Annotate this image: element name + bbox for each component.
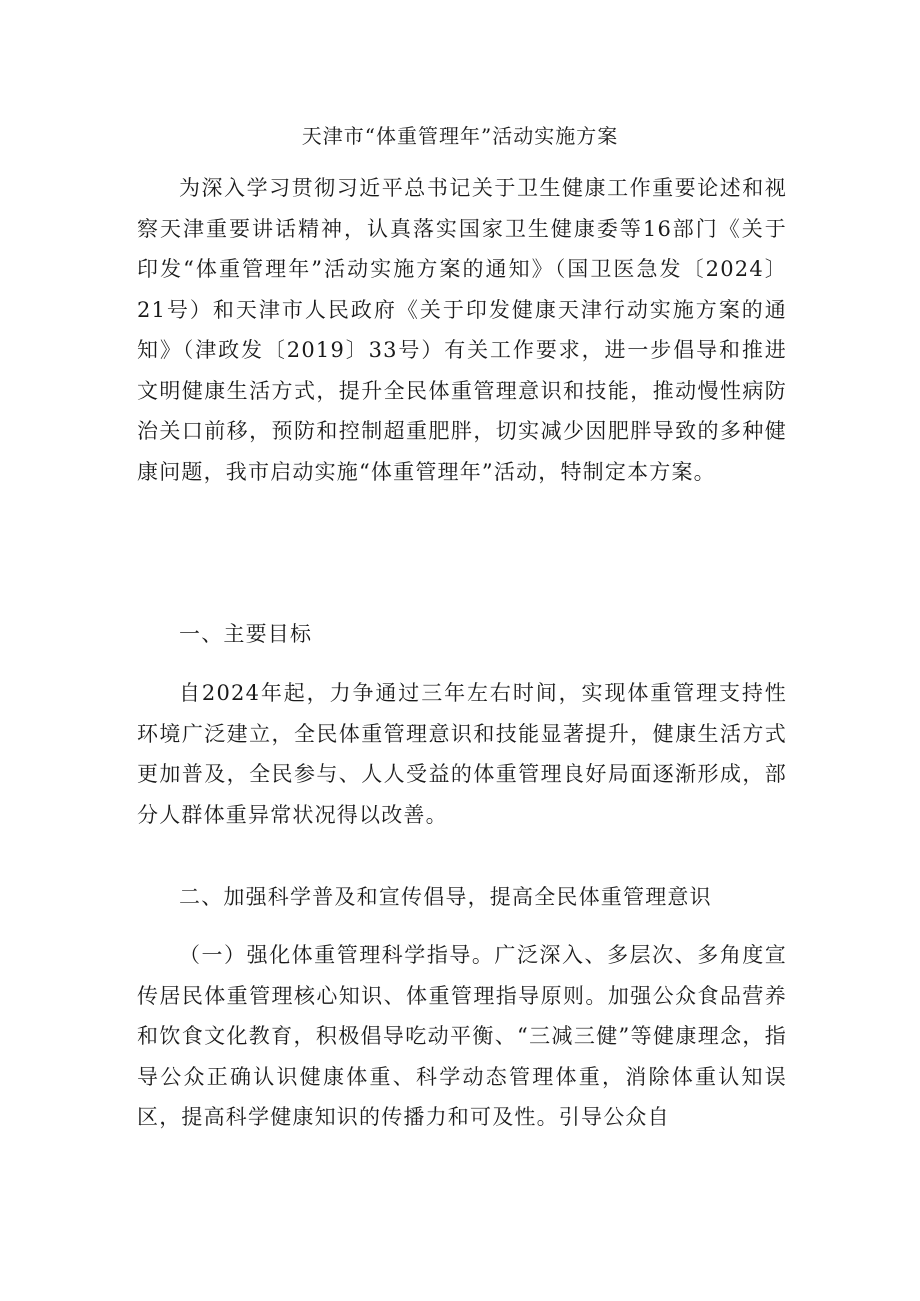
section2-heading: 二、加强科学普及和宣传倡导，提高全民体重管理意识 [179, 885, 712, 909]
section2-subsection1: （一）强化体重管理科学指导。广泛深入、多层次、多角度宣传居民体重管理核心知识、体重管理指导原则。加强公众食品营养和饮食文化教育，积极倡导吃动平衡、“三减三健”等健康理念，指导公众正确认识健康体重、科学动态管理体重，消除体重认知误区，提高科学健康知识的传播力和可及性。引导公众自 [137, 943, 787, 1129]
section1-heading: 一、主要目标 [179, 622, 313, 646]
document-title: 天津市“体重管理年”活动实施方案 [301, 124, 619, 148]
intro-paragraph: 为深入学习贯彻习近平总书记关于卫生健康工作重要论述和视察天津重要讲话精神，认真落实国家卫生健康委等16部门《关于印发“体重管理年”活动实施方案的通知》（国卫医急发〔2024〕21号）和天津市人民政府《关于印发健康天津行动实施方案的通知》（津政发〔2019〕33号）有关工作要求，进一步倡导和推进文明健康生活方式，提升全民体重管理意识和技能，推动慢性病防治关口前移，预防和控制超重肥胖，切实减少因肥胖导致的多种健康问题，我市启动实施“体重管理年”活动，特制定本方案。 [137, 176, 787, 484]
section1-body: 自2024年起，力争通过三年左右时间，实现体重管理支持性环境广泛建立，全民体重管理意识和技能显著提升，健康生活方式更加普及，全民参与、人人受益的体重管理良好局面逐渐形成，部分人群体重异常状况得以改善。 [137, 681, 787, 827]
